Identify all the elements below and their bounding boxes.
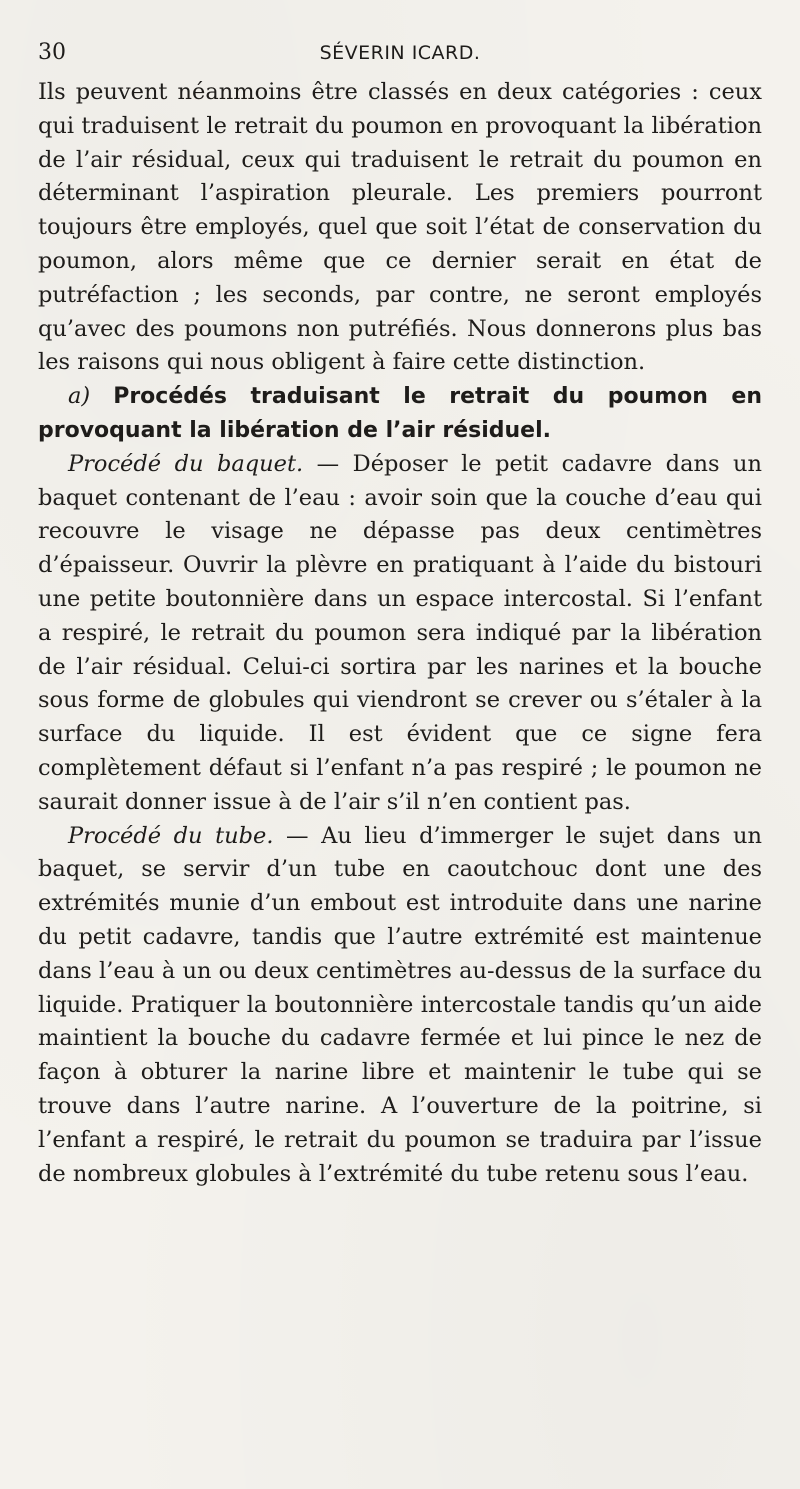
section-a-marker: a) <box>68 383 91 410</box>
procedure-tube-label: Procédé du tube. <box>68 822 274 849</box>
procedure-baquet-text: — Déposer le petit cadavre dans un baquet contenant de l’eau : avoir soin que la couche d’eau qui recouvre le visage ne dépasse pas deux centimètres d’épaisseur. Ouvrir la plèvre en pratiquant à l’aide du bistouri une petite boutonnière dans un espace intercostal. Si l’enfant a respiré, le retrait du poumon sera indiqué par la libération de l’air résidual. Celui-ci sortira par les narines et la bouche sous forme de globules qui viendront se crever ou s’étaler à la surface du liquide. Il est évident que ce signe fera complètement défaut si l’enfant n’a pas respiré ; le poumon ne saurait donner issue à de l’air s’il n’en contient pas. <box>38 450 763 815</box>
page-header <box>38 34 762 74</box>
paragraph-tube <box>38 820 762 1192</box>
procedure-baquet-label: Procédé du baquet. <box>68 450 304 477</box>
section-a-heading <box>38 380 762 448</box>
paragraph-intro: Ils peuvent néanmoins être classés en deux catégories : ceux qui traduisent le retrait du poumon en provoquant la libération de l’air résidual, ceux qui traduisent le retrait du poumon en déterminant l’aspiration pleurale. Les premiers pourront toujours être employés, quel que soit l’état de conservation du poumon, alors même que ce dernier serait en état de putréfaction ; les seconds, par contre, ne seront employés qu’avec des poumons non putréfiés. Nous donnerons plus bas les raisons qui nous obligent à faire cette distinction. <box>38 79 762 376</box>
section-a-title: Procédés traduisant le retrait du poumon en provoquant la libération de l’air résiduel. <box>38 384 762 443</box>
paragraph-baquet <box>38 448 762 820</box>
running-title: SÉVERIN ICARD. <box>319 42 481 64</box>
body-text <box>38 76 762 1191</box>
procedure-tube-text: — Au lieu d’immerger le sujet dans un baquet, se servir d’un tube en caoutchouc dont une des extrémités munie d’un embout est introduite dans une narine du petit cadavre, tandis que l’autre extrémité est maintenue dans l’eau à un ou deux centimètres au-dessus de la surface du liquide. Pratiquer la boutonnière intercostale tandis qu’un aide maintient la bouche du cadavre fermée et lui pince le nez de façon à obturer la narine libre et maintenir le tube qui se trouve dans l’autre narine. A l’ouverture de la poitrine, si l’enfant a respiré, le retrait du poumon se traduira par l’issue de nombreux globules à l’extrémité du tube retenu sous l’eau. <box>38 822 763 1187</box>
page-number: 30 <box>38 40 66 65</box>
